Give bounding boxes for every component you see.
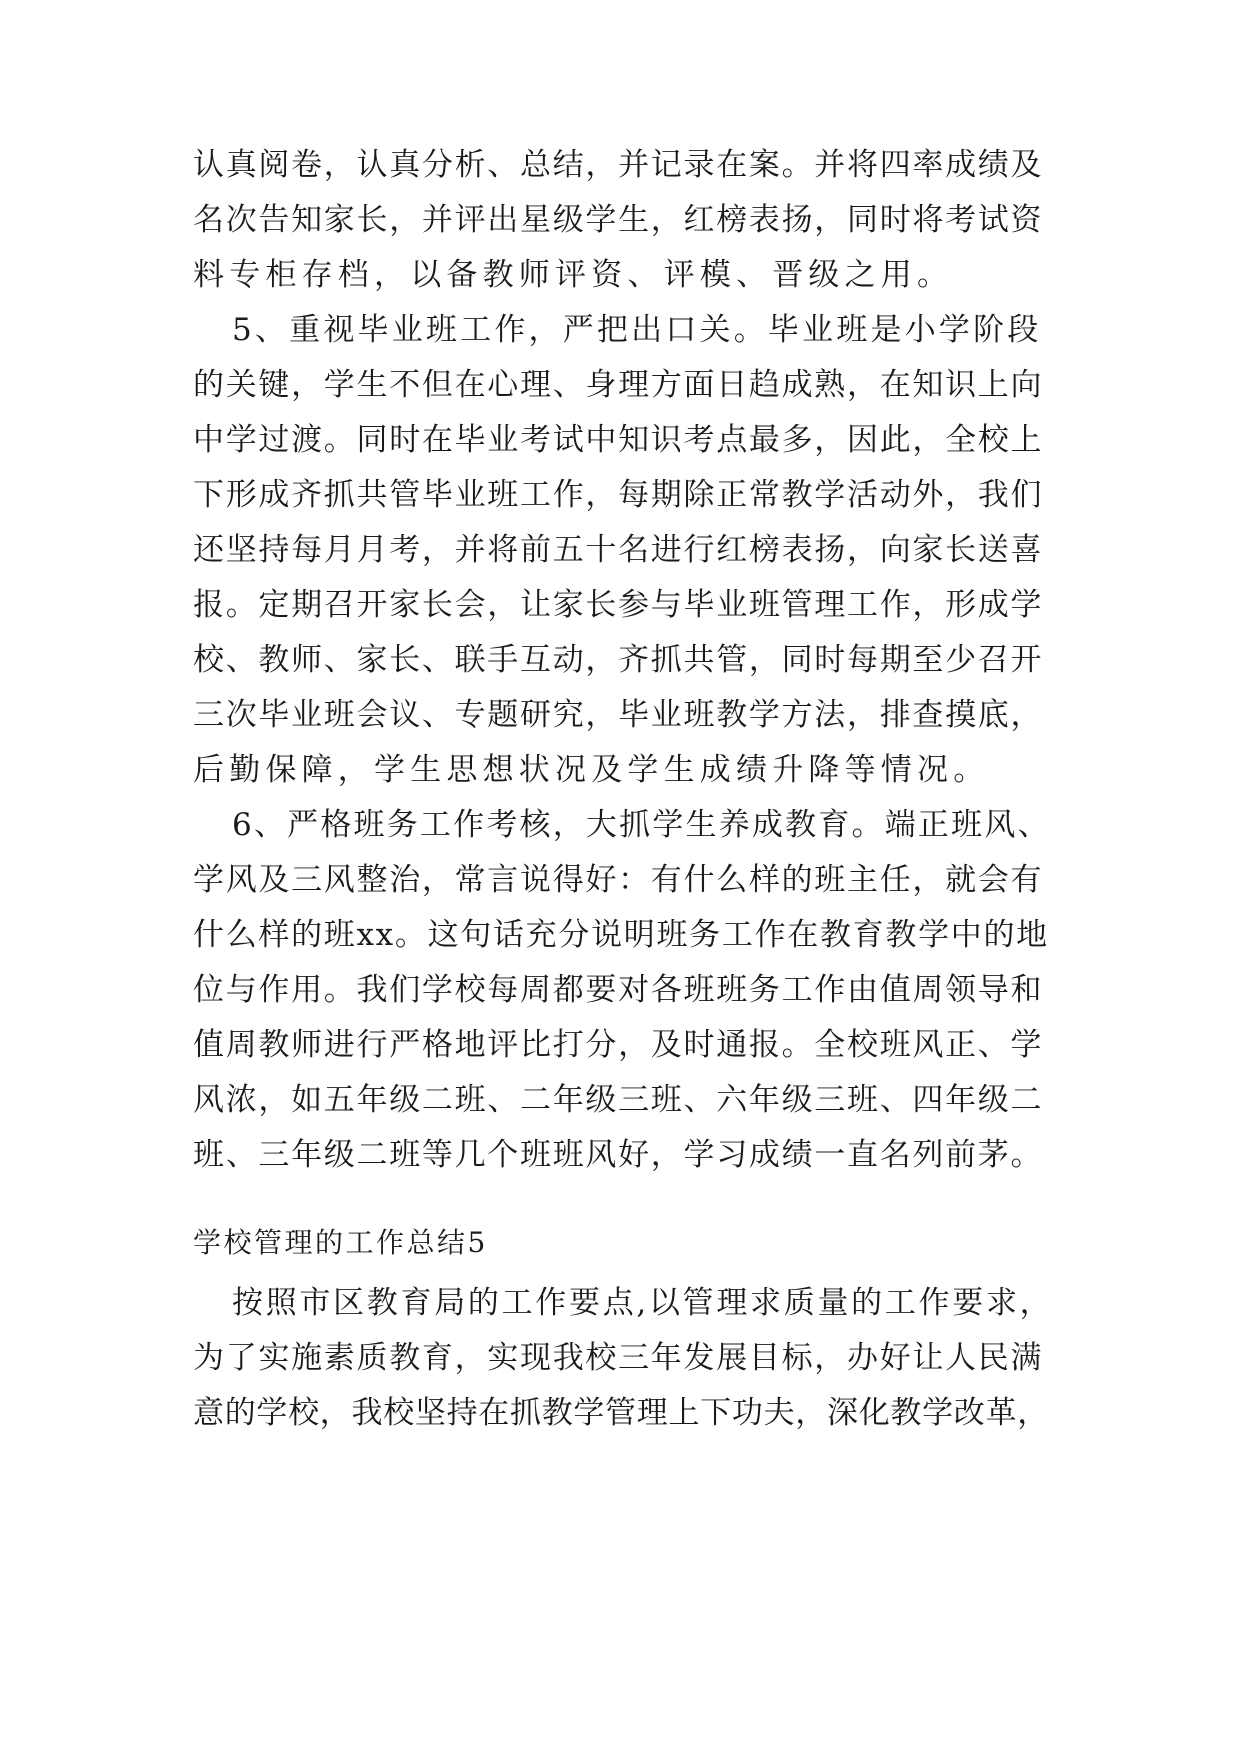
- paragraph-line: 下形成齐抓共管毕业班工作，每期除正常教学活动外，我们: [193, 477, 1044, 513]
- paragraph-line-indented: 按照市区教育局的工作要点,以管理求质量的工作要求，: [232, 1285, 1054, 1321]
- paragraph-line: 料专柜存档，以备教师评资、评模、晋级之用。: [193, 257, 954, 293]
- paragraph-line: 班、三年级二班等几个班班风好，学习成绩一直名列前茅。: [193, 1137, 1044, 1173]
- paragraph-line: 认真阅卷，认真分析、总结，并记录在案。并将四率成绩及: [193, 147, 1044, 183]
- paragraph-line: 后勤保障，学生思想状况及学生成绩升降等情况。: [193, 752, 990, 788]
- paragraph-line: 名次告知家长，并评出星级学生，红榜表扬，同时将考试资: [193, 202, 1044, 238]
- paragraph-line: 意的学校，我校坚持在抓教学管理上下功夫，深化教学改革，: [193, 1395, 1049, 1431]
- paragraph-line: 报。定期召开家长会，让家长参与毕业班管理工作，形成学: [193, 587, 1044, 623]
- paragraph-line: 学风及三风整治，常言说得好：有什么样的班主任，就会有: [193, 862, 1044, 898]
- paragraph-line: 为了实施素质教育，实现我校三年发展目标，办好让人民满: [193, 1340, 1044, 1376]
- paragraph-line: 风浓，如五年级二班、二年级三班、六年级三班、四年级二: [193, 1082, 1044, 1118]
- paragraph-line: 的关键，学生不但在心理、身理方面日趋成熟，在知识上向: [193, 367, 1044, 403]
- paragraph-line: 中学过渡。同时在毕业考试中知识考点最多，因此，全校上: [193, 422, 1044, 458]
- section-heading: 学校管理的工作总结5: [193, 1226, 488, 1259]
- paragraph-line-indented: 6、严格班务工作考核，大抓学生养成教育。端正班风、: [232, 807, 1051, 843]
- paragraph-line: 什么样的班xx。这句话充分说明班务工作在教育教学中的地: [193, 917, 1049, 953]
- paragraph-line: 校、教师、家长、联手互动，齐抓共管，同时每期至少召开: [193, 642, 1044, 678]
- paragraph-line: 值周教师进行严格地评比打分，及时通报。全校班风正、学: [193, 1027, 1044, 1063]
- paragraph-line-indented: 5、重视毕业班工作，严把出口关。毕业班是小学阶段: [232, 312, 1042, 348]
- paragraph-line: 位与作用。我们学校每周都要对各班班务工作由值周领导和: [193, 972, 1044, 1008]
- paragraph-line: 还坚持每月月考，并将前五十名进行红榜表扬，向家长送喜: [193, 532, 1044, 568]
- paragraph-line: 三次毕业班会议、专题研究，毕业班教学方法，排查摸底，: [193, 697, 1044, 733]
